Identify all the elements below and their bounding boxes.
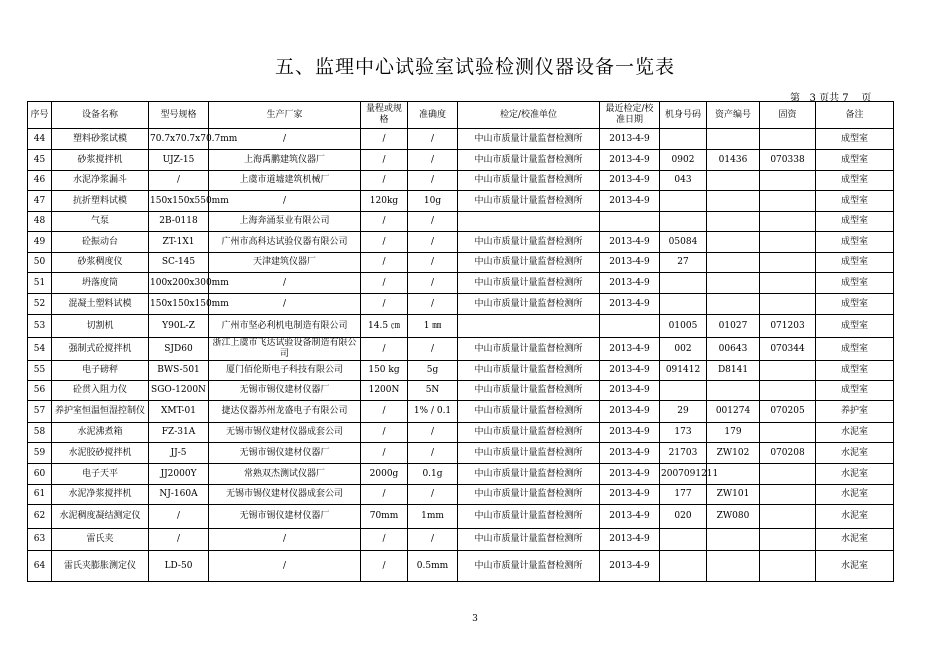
table-cell	[660, 191, 707, 212]
table-cell: 70.7x70.7x70.7mm	[149, 129, 209, 150]
table-cell: 2013-4-9	[600, 505, 660, 529]
table-cell: 成型室	[816, 361, 894, 381]
table-cell: 成型室	[816, 150, 894, 171]
header-cell: 最近检定/校准日期	[600, 102, 660, 129]
table-row	[28, 171, 894, 191]
table-cell: 无锡市锡仪建材仪器厂	[209, 443, 361, 464]
table-cell: 5g	[408, 361, 458, 381]
table-cell: 中山市质量计量监督检测所	[458, 253, 600, 273]
table-cell: ZW101	[707, 485, 760, 505]
table-cell: 中山市质量计量监督检测所	[458, 551, 600, 582]
header-cell: 固资	[760, 102, 816, 129]
table-cell: 177	[660, 485, 707, 505]
table-cell: 成型室	[816, 129, 894, 150]
table-cell: 砂浆稠度仪	[52, 253, 149, 273]
table-cell: /	[209, 191, 361, 212]
header-cell: 检定/校准单位	[458, 102, 600, 129]
table-cell: 1 ㎜	[408, 315, 458, 338]
table-cell: 养护室	[816, 401, 894, 423]
table-cell: /	[361, 529, 408, 551]
table-row	[28, 273, 894, 294]
table-cell: /	[361, 253, 408, 273]
table-cell: 中山市质量计量监督检测所	[458, 423, 600, 443]
table-cell: /	[408, 529, 458, 551]
table-cell: 2013-4-9	[600, 401, 660, 423]
table-row	[28, 212, 894, 232]
table-cell: 50	[28, 253, 52, 273]
table-cell: LD-50	[149, 551, 209, 582]
table-cell: 55	[28, 361, 52, 381]
table-cell: 中山市质量计量监督检测所	[458, 485, 600, 505]
table-cell: 2007091211	[660, 464, 707, 485]
table-cell: 上海禹鹏建筑仪器厂	[209, 150, 361, 171]
table-cell: 2013-4-9	[600, 464, 660, 485]
table-cell	[707, 232, 760, 253]
table-cell	[707, 212, 760, 232]
table-cell: /	[361, 551, 408, 582]
table-cell: /	[408, 294, 458, 315]
table-cell: 091412	[660, 361, 707, 381]
table-cell: ZT-1X1	[149, 232, 209, 253]
table-cell	[660, 273, 707, 294]
table-cell: /	[408, 273, 458, 294]
table-row	[28, 191, 894, 212]
table-cell: 无锡市锡仪建材仪器成套公司	[209, 423, 361, 443]
table-header-row	[28, 102, 894, 129]
table-cell: 2013-4-9	[600, 129, 660, 150]
table-cell: 2013-4-9	[600, 338, 660, 361]
table-cell: /	[408, 423, 458, 443]
table-cell: 2013-4-9	[600, 150, 660, 171]
table-cell: BWS-501	[149, 361, 209, 381]
table-cell: 0902	[660, 150, 707, 171]
table-cell: 雷氏夹	[52, 529, 149, 551]
table-cell: 成型室	[816, 253, 894, 273]
table-cell: 2013-4-9	[600, 381, 660, 401]
table-cell: SC-145	[149, 253, 209, 273]
table-row	[28, 294, 894, 315]
table-cell: 61	[28, 485, 52, 505]
table-cell: /	[361, 150, 408, 171]
table-cell: 混凝土塑料试模	[52, 294, 149, 315]
table-cell: 2000g	[361, 464, 408, 485]
header-cell: 备注	[816, 102, 894, 129]
table-cell: 59	[28, 443, 52, 464]
table-cell: 水泥净浆漏斗	[52, 171, 149, 191]
table-cell	[760, 232, 816, 253]
table-cell: 150x150x150mm	[149, 294, 209, 315]
table-cell: 中山市质量计量监督检测所	[458, 443, 600, 464]
table-cell: 电子天平	[52, 464, 149, 485]
table-cell: /	[361, 294, 408, 315]
table-cell: 切割机	[52, 315, 149, 338]
table-cell: 2013-4-9	[600, 529, 660, 551]
table-cell: 10g	[408, 191, 458, 212]
table-cell: 坍落度筒	[52, 273, 149, 294]
table-cell: FZ-31A	[149, 423, 209, 443]
table-cell: 2013-4-9	[600, 294, 660, 315]
table-cell: 塑料砂浆试模	[52, 129, 149, 150]
table-cell	[707, 529, 760, 551]
table-cell: 01436	[707, 150, 760, 171]
table-cell: 浙江上虞市飞达试验设备制造有限公司	[209, 338, 361, 361]
table-cell: 043	[660, 171, 707, 191]
table-cell	[760, 423, 816, 443]
table-cell: 砼振动台	[52, 232, 149, 253]
table-cell: 中山市质量计量监督检测所	[458, 232, 600, 253]
table-cell: 05084	[660, 232, 707, 253]
table-row	[28, 129, 894, 150]
table-cell: /	[361, 443, 408, 464]
table-cell: 水泥胶砂搅拌机	[52, 443, 149, 464]
table-cell: 020	[660, 505, 707, 529]
table-cell: /	[209, 294, 361, 315]
table-cell: 2013-4-9	[600, 273, 660, 294]
table-cell: 中山市质量计量监督检测所	[458, 171, 600, 191]
page-title: 五、监理中心试验室试验检测仪器设备一览表	[274, 56, 675, 78]
table-cell: 砂浆搅拌机	[52, 150, 149, 171]
table-cell: 上海奔涌泵业有限公司	[209, 212, 361, 232]
table-cell: /	[361, 485, 408, 505]
table-cell: /	[209, 551, 361, 582]
table-cell	[458, 212, 600, 232]
table-cell: 29	[660, 401, 707, 423]
table-cell: 070205	[760, 401, 816, 423]
table-cell: 水泥室	[816, 443, 894, 464]
table-cell: 无锡市锡仪建材仪器成套公司	[209, 485, 361, 505]
table-cell: /	[408, 443, 458, 464]
table-cell: 中山市质量计量监督检测所	[458, 150, 600, 171]
table-cell: 水泥沸煮箱	[52, 423, 149, 443]
table-cell: 0.5mm	[408, 551, 458, 582]
header-cell: 准确度	[408, 102, 458, 129]
table-cell: 中山市质量计量监督检测所	[458, 505, 600, 529]
table-row	[28, 505, 894, 529]
table-cell: 45	[28, 150, 52, 171]
table-cell: Y90L-Z	[149, 315, 209, 338]
table-cell: 电子磅秤	[52, 361, 149, 381]
table-cell: 成型室	[816, 294, 894, 315]
table-cell: /	[408, 212, 458, 232]
table-cell: 51	[28, 273, 52, 294]
table-cell	[660, 551, 707, 582]
table-cell	[760, 294, 816, 315]
table-cell: /	[361, 212, 408, 232]
table-cell: 44	[28, 129, 52, 150]
header-cell: 量程或规格	[361, 102, 408, 129]
table-cell	[600, 315, 660, 338]
table-cell: D8141	[707, 361, 760, 381]
table-cell: 49	[28, 232, 52, 253]
table-cell	[760, 171, 816, 191]
table-cell: /	[408, 232, 458, 253]
table-cell: 5N	[408, 381, 458, 401]
table-cell: 2013-4-9	[600, 171, 660, 191]
table-cell: /	[149, 171, 209, 191]
table-cell: 071203	[760, 315, 816, 338]
table-cell: 27	[660, 253, 707, 273]
table-cell: ZW102	[707, 443, 760, 464]
header-cell: 型号规格	[149, 102, 209, 129]
table-cell: 2B-0118	[149, 212, 209, 232]
table-cell	[707, 551, 760, 582]
table-cell: 天津建筑仪器厂	[209, 253, 361, 273]
table-cell: 63	[28, 529, 52, 551]
table-cell: 1% / 0.1	[408, 401, 458, 423]
table-cell: 60	[28, 464, 52, 485]
table-cell	[707, 273, 760, 294]
table-cell: 54	[28, 338, 52, 361]
table-cell: 无锡市锡仪建材仪器厂	[209, 381, 361, 401]
page-info: 第 3 页共 7 页	[790, 93, 872, 104]
table-cell	[760, 212, 816, 232]
table-cell: 01005	[660, 315, 707, 338]
table-cell: 水泥稠度凝结测定仪	[52, 505, 149, 529]
header-cell: 资产编号	[707, 102, 760, 129]
table-row	[28, 443, 894, 464]
table-cell: 成型室	[816, 212, 894, 232]
table-cell: 常熟双杰测试仪器厂	[209, 464, 361, 485]
table-cell: /	[361, 401, 408, 423]
table-cell	[760, 529, 816, 551]
table-cell: 53	[28, 315, 52, 338]
table-cell: 52	[28, 294, 52, 315]
table-cell	[707, 253, 760, 273]
table-cell: 中山市质量计量监督检测所	[458, 273, 600, 294]
header-cell: 序号	[28, 102, 52, 129]
table-cell: 47	[28, 191, 52, 212]
table-cell: /	[361, 171, 408, 191]
table-row	[28, 150, 894, 171]
table-cell: 中山市质量计量监督检测所	[458, 129, 600, 150]
table-cell: JJ2000Y	[149, 464, 209, 485]
table-cell: 气泵	[52, 212, 149, 232]
table-row	[28, 361, 894, 381]
table-cell: 水泥室	[816, 485, 894, 505]
table-cell: 砼贯入阻力仪	[52, 381, 149, 401]
table-cell: 中山市质量计量监督检测所	[458, 361, 600, 381]
table-cell: ZW080	[707, 505, 760, 529]
table-cell: /	[361, 423, 408, 443]
table-cell: NJ-160A	[149, 485, 209, 505]
table-cell: 成型室	[816, 171, 894, 191]
table-cell: 56	[28, 381, 52, 401]
table-row	[28, 485, 894, 505]
header-cell: 生产厂家	[209, 102, 361, 129]
table-cell: 1mm	[408, 505, 458, 529]
table-cell: 强制式砼搅拌机	[52, 338, 149, 361]
table-cell	[760, 381, 816, 401]
table-cell: 水泥室	[816, 423, 894, 443]
table-cell	[760, 129, 816, 150]
table-cell: 成型室	[816, 381, 894, 401]
table-cell: 01027	[707, 315, 760, 338]
table-cell: 抗折塑料试模	[52, 191, 149, 212]
table-cell: 中山市质量计量监督检测所	[458, 529, 600, 551]
table-cell: 57	[28, 401, 52, 423]
table-cell	[660, 212, 707, 232]
table-cell	[600, 212, 660, 232]
table-row	[28, 423, 894, 443]
table-cell: 14.5 ㎝	[361, 315, 408, 338]
table-cell: 中山市质量计量监督检测所	[458, 381, 600, 401]
table-cell: 成型室	[816, 315, 894, 338]
table-cell: /	[209, 529, 361, 551]
table-cell	[660, 294, 707, 315]
table-cell	[707, 171, 760, 191]
table-cell	[760, 253, 816, 273]
table-cell: /	[361, 129, 408, 150]
table-cell: 179	[707, 423, 760, 443]
table-cell: 上虞市道墟建筑机械厂	[209, 171, 361, 191]
table-cell: 成型室	[816, 232, 894, 253]
table-cell	[707, 381, 760, 401]
table-cell: 1200N	[361, 381, 408, 401]
table-cell: 2013-4-9	[600, 253, 660, 273]
table-cell: 厦门佰伦斯电子科技有限公司	[209, 361, 361, 381]
table-cell: 2013-4-9	[600, 191, 660, 212]
table-cell: 中山市质量计量监督检测所	[458, 464, 600, 485]
table-cell: 成型室	[816, 191, 894, 212]
table-cell: 58	[28, 423, 52, 443]
table-cell: 雷氏夹膨胀测定仪	[52, 551, 149, 582]
table-cell: 水泥室	[816, 529, 894, 551]
table-cell: 46	[28, 171, 52, 191]
table-cell: 70mm	[361, 505, 408, 529]
table-cell: 中山市质量计量监督检测所	[458, 338, 600, 361]
table-cell: /	[361, 338, 408, 361]
table-cell	[707, 191, 760, 212]
table-cell: /	[408, 253, 458, 273]
header-cell: 机身号码	[660, 102, 707, 129]
table-cell: 070208	[760, 443, 816, 464]
table-cell: 中山市质量计量监督检测所	[458, 294, 600, 315]
table-cell: /	[149, 529, 209, 551]
page-number: 3	[472, 614, 478, 624]
table-row	[28, 529, 894, 551]
table-cell	[660, 129, 707, 150]
table-cell	[760, 485, 816, 505]
table-cell: 成型室	[816, 273, 894, 294]
table-cell: 中山市质量计量监督检测所	[458, 401, 600, 423]
table-cell	[707, 294, 760, 315]
table-cell: 2013-4-9	[600, 443, 660, 464]
table-cell: 2013-4-9	[600, 485, 660, 505]
table-cell: 广州市高科达试验仪器有限公司	[209, 232, 361, 253]
table-cell: 养护室恒温恒湿控制仪	[52, 401, 149, 423]
table-cell: JJ-5	[149, 443, 209, 464]
table-cell: /	[209, 273, 361, 294]
table-cell: 62	[28, 505, 52, 529]
table-row	[28, 253, 894, 273]
table-cell: 2013-4-9	[600, 361, 660, 381]
table-row	[28, 315, 894, 338]
table-cell	[458, 315, 600, 338]
table-cell: /	[209, 129, 361, 150]
table-row	[28, 401, 894, 423]
table-cell: 水泥净浆搅拌机	[52, 485, 149, 505]
table-cell: 173	[660, 423, 707, 443]
table-cell: 002	[660, 338, 707, 361]
table-cell: 120kg	[361, 191, 408, 212]
table-row	[28, 551, 894, 582]
table-cell: 070344	[760, 338, 816, 361]
table-cell: 捷达仪器苏州龙盛电子有限公司	[209, 401, 361, 423]
table-cell	[760, 551, 816, 582]
table-cell: /	[408, 485, 458, 505]
table-cell: 2013-4-9	[600, 551, 660, 582]
table-cell: 48	[28, 212, 52, 232]
table-cell	[660, 381, 707, 401]
table-cell: 21703	[660, 443, 707, 464]
table-cell: 水泥室	[816, 505, 894, 529]
table-cell: 64	[28, 551, 52, 582]
table-cell: 00643	[707, 338, 760, 361]
header-cell: 设备名称	[52, 102, 149, 129]
table-row	[28, 338, 894, 361]
table-cell: 水泥室	[816, 551, 894, 582]
table-cell	[760, 191, 816, 212]
table-cell: 水泥室	[816, 464, 894, 485]
table-cell	[707, 129, 760, 150]
table-cell: 150x150x550mm	[149, 191, 209, 212]
table-cell	[760, 361, 816, 381]
table-cell: UJZ-15	[149, 150, 209, 171]
table-row	[28, 464, 894, 485]
table-row	[28, 381, 894, 401]
table-cell: SJD60	[149, 338, 209, 361]
table-cell: /	[361, 273, 408, 294]
table-cell: 中山市质量计量监督检测所	[458, 191, 600, 212]
table-row	[28, 232, 894, 253]
table-cell: 2013-4-9	[600, 232, 660, 253]
table-cell: SGO-1200N	[149, 381, 209, 401]
table-cell: 150 kg	[361, 361, 408, 381]
table-cell: 070338	[760, 150, 816, 171]
table-cell: /	[408, 338, 458, 361]
table-cell: /	[149, 505, 209, 529]
table-cell	[660, 529, 707, 551]
table-cell: /	[408, 129, 458, 150]
equipment-table	[27, 101, 894, 582]
table-cell: /	[408, 150, 458, 171]
table-cell: 001274	[707, 401, 760, 423]
table-cell: 成型室	[816, 338, 894, 361]
table-cell: 100x200x300mm	[149, 273, 209, 294]
table-cell: 无锡市锡仪建材仪器厂	[209, 505, 361, 529]
table-cell: 广州市坚必利机电制造有限公司	[209, 315, 361, 338]
table-cell: 2013-4-9	[600, 423, 660, 443]
table-cell: /	[361, 232, 408, 253]
table-cell	[760, 505, 816, 529]
table-cell: 0.1g	[408, 464, 458, 485]
table-cell	[760, 464, 816, 485]
table-cell	[760, 273, 816, 294]
table-cell: /	[408, 171, 458, 191]
table-cell: XMT-01	[149, 401, 209, 423]
